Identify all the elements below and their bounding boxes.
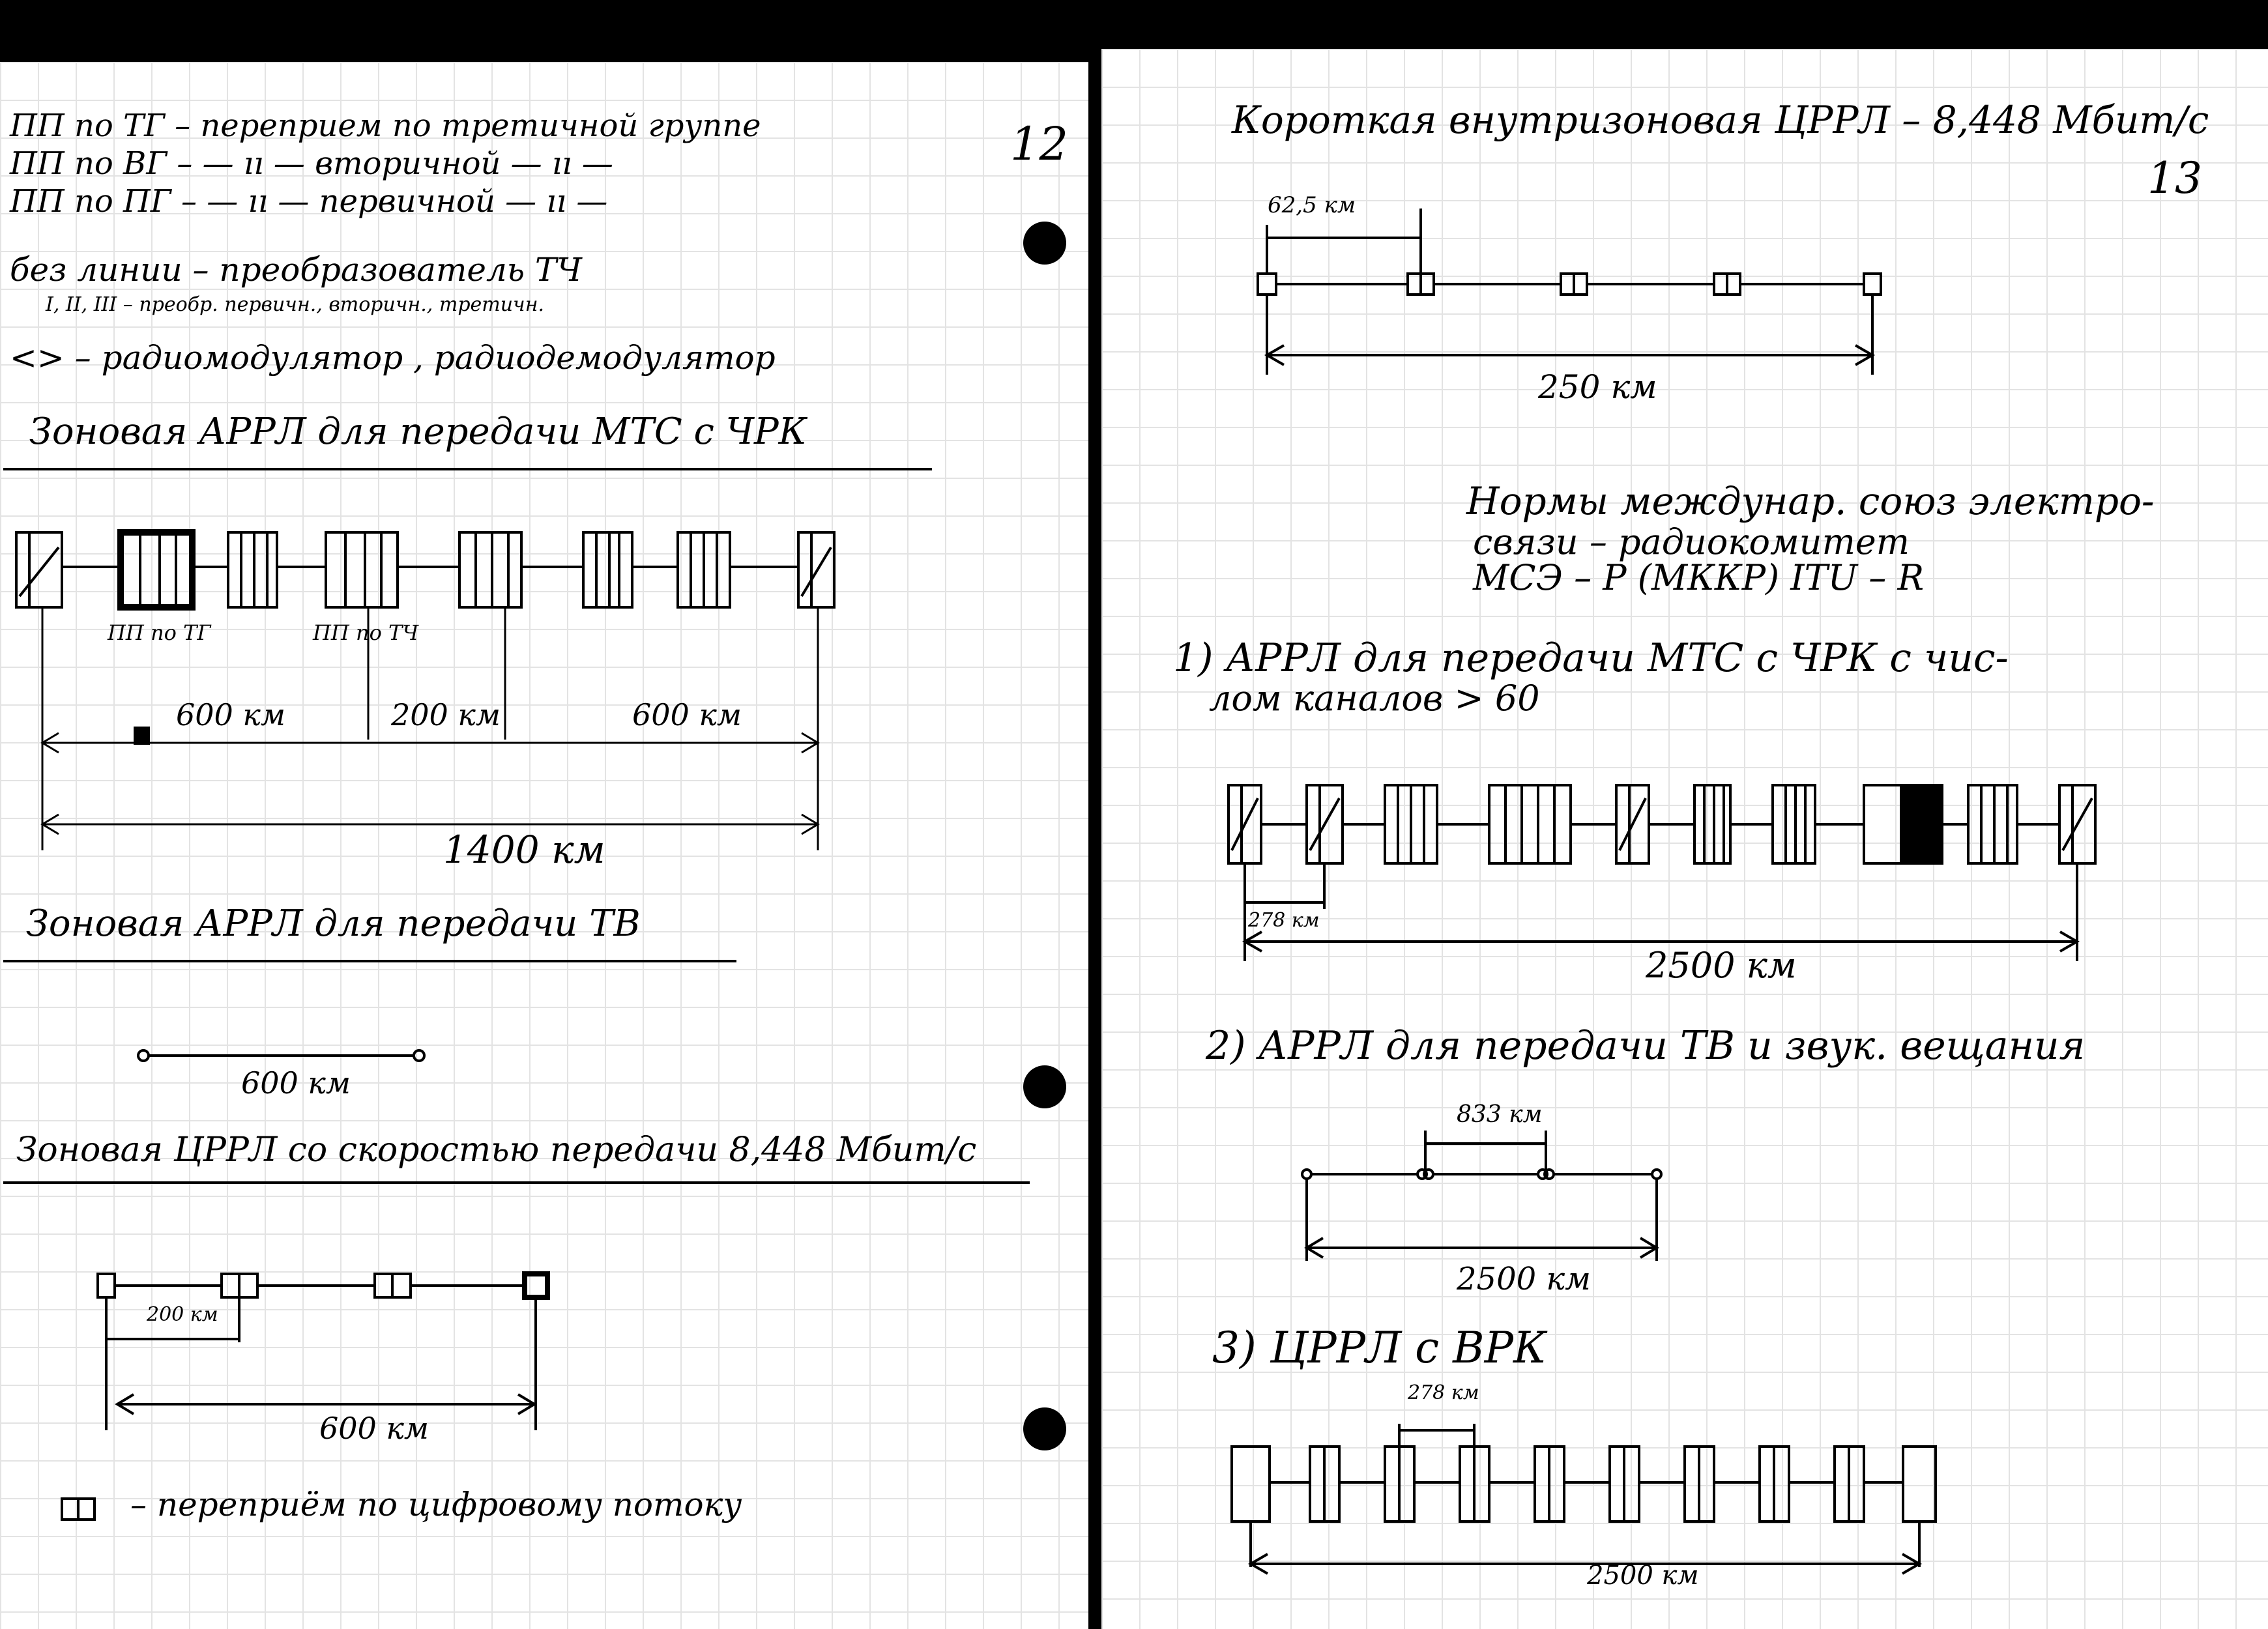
tv-sound-diagram xyxy=(1302,1131,1661,1261)
list-item-heading: 1) АРРЛ для передачи МТС с ЧРК с чис- xyxy=(1173,635,2009,681)
norms-line: Нормы междунар. союз электро- xyxy=(1466,479,2155,523)
label: ПП по ТЧ xyxy=(313,620,419,645)
distance-label: 278 км xyxy=(1248,909,1320,932)
note-line: ПП по ВГ – — ıı — вторичной — ıı — xyxy=(10,145,613,182)
digital-line-diagram xyxy=(98,1274,547,1430)
distance-label: 833 км xyxy=(1457,1101,1543,1128)
distance-label: 600 км xyxy=(241,1065,351,1101)
station-row-1 xyxy=(16,532,834,607)
section-heading: Зоновая ЦРРЛ со скоростью передачи 8,448 Мбит/с xyxy=(16,1131,977,1170)
station-box xyxy=(228,532,277,607)
digital-vrk-diagram xyxy=(1232,1424,1936,1574)
legend-text: – переприём по цифровому потоку xyxy=(130,1486,742,1523)
station-row-2 xyxy=(1228,785,2095,961)
note-line: ПП по ПГ – — ıı — первичной — ıı — xyxy=(10,183,608,220)
note-line: ПП по ТГ – переприем по третичной группе xyxy=(10,108,761,144)
list-item-heading: 2) АРРЛ для передачи ТВ и звук. вещания xyxy=(1206,1023,2086,1069)
ink-mark xyxy=(134,727,150,745)
distance-total: 250 км xyxy=(1538,368,1657,406)
legend-symbol xyxy=(62,1499,94,1520)
station-box xyxy=(583,532,632,607)
short-line-diagram xyxy=(1258,209,1881,375)
distance-label: 278 км xyxy=(1408,1381,1479,1404)
note-subline: I, II, III – преобр. первичн., вторичн., третичн. xyxy=(46,293,544,316)
binder-hole xyxy=(1023,1065,1066,1108)
distance-label: 200 км xyxy=(147,1303,218,1326)
distance-total: 2500 км xyxy=(1587,1561,1699,1591)
right-notebook-page xyxy=(1101,49,2268,1629)
list-item-heading: 3) ЦРРЛ с ВРК xyxy=(1212,1323,1547,1373)
section-heading: Зоновая АРРЛ для передачи ТВ xyxy=(26,902,641,945)
page-number: 13 xyxy=(2147,153,2202,203)
norms-line: МСЭ – Р (МККР) ITU – R xyxy=(1473,557,1925,598)
distance-total: 600 км xyxy=(319,1411,429,1446)
station-box-bold xyxy=(121,532,192,607)
section-heading: Короткая внутризоновая ЦРРЛ – 8,448 Мбит/с xyxy=(1232,98,2209,142)
norms-line: связи – радиокомитет xyxy=(1473,521,1910,562)
left-notebook-page xyxy=(0,62,1088,1629)
list-item-heading: лом каналов > 60 xyxy=(1209,678,1540,719)
distance-total: 2500 км xyxy=(1457,1261,1591,1297)
distance-label: 600 км xyxy=(176,697,286,732)
note-line: <> – радиомодулятор , радиодемодулятор xyxy=(10,339,776,377)
binder-hole xyxy=(1023,222,1066,265)
distance-total: 2500 км xyxy=(1646,945,1797,986)
station-box xyxy=(326,532,398,607)
distance-label: 200 км xyxy=(391,697,501,732)
tv-line-diagram xyxy=(138,1050,424,1061)
ink-filled-box xyxy=(1900,785,1942,863)
right-diagrams xyxy=(1101,49,2268,1629)
station-box xyxy=(459,532,521,607)
label: ПП по ТГ xyxy=(108,620,211,645)
distance-label: 600 км xyxy=(632,697,742,732)
binder-hole xyxy=(1023,1407,1066,1450)
distance-total: 1400 км xyxy=(443,828,605,872)
note-line: без линии – преобразователь ТЧ xyxy=(10,251,582,289)
page-number: 12 xyxy=(1010,117,1069,171)
section-heading: Зоновая АРРЛ для передачи МТС с ЧРК xyxy=(29,411,807,453)
distance-label: 62,5 км xyxy=(1268,192,1356,218)
